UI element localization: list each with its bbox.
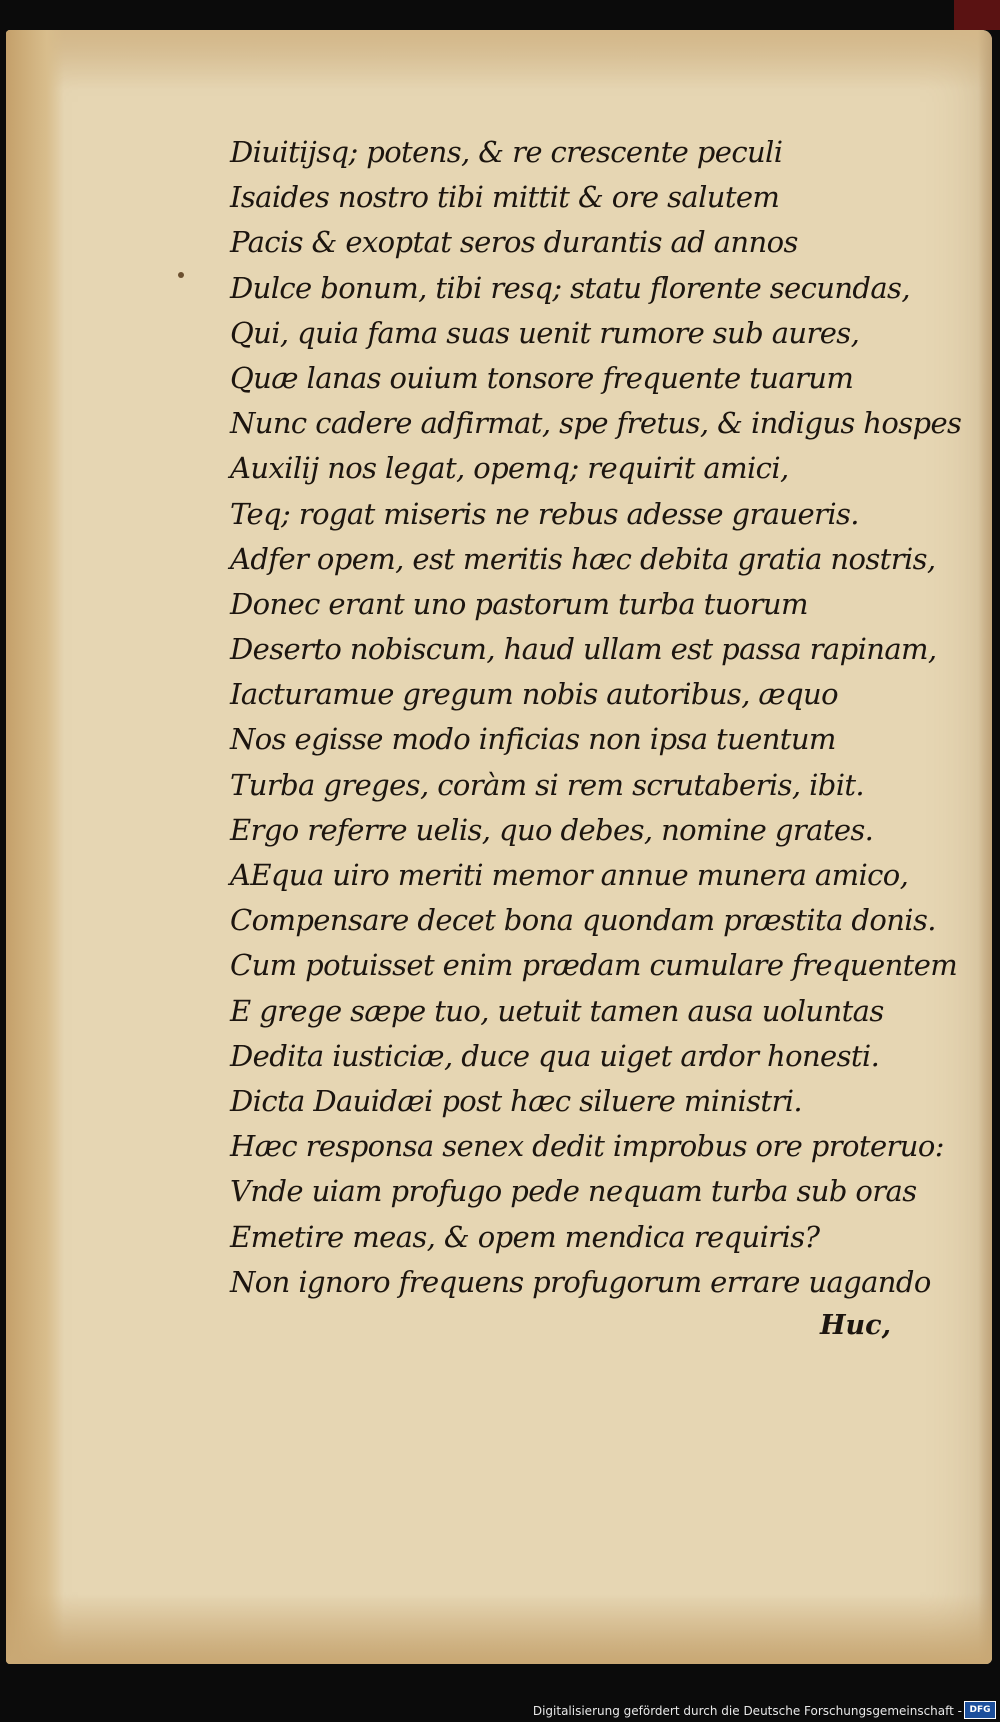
verse-line: Pacis & exoptat seros durantis ad annos bbox=[230, 225, 798, 260]
verse-line: Turba greges, coràm si rem scrutaberis, ibit. bbox=[230, 767, 865, 802]
verse-line: Quæ lanas ouium tonsore frequente tuarum bbox=[230, 360, 854, 395]
verse-line: Nunc cadere adfirmat, spe fretus, & indigus hospes bbox=[230, 406, 962, 441]
verse-line: Iacturamue gregum nobis autoribus, æquo bbox=[230, 677, 838, 712]
verse-line: E grege sæpe tuo, uetuit tamen ausa uoluntas bbox=[230, 993, 884, 1028]
dfg-logo: DFG bbox=[964, 1701, 996, 1719]
top-stain bbox=[6, 30, 992, 90]
verse-line: Isaides nostro tibi mittit & ore salutem bbox=[230, 180, 780, 215]
verse-line: Dicta Dauidæi post hæc siluere ministri. bbox=[230, 1083, 803, 1118]
verse-line: Auxilij nos legat, opemq; requirit amici, bbox=[230, 451, 789, 486]
digitization-credit: Digitalisierung gefördert durch die Deutsche Forschungsgemeinschaft - bbox=[532, 1704, 962, 1718]
verse-line: Compensare decet bona quondam præstita donis. bbox=[230, 903, 936, 938]
verse-line: AEqua uiro meriti memor annue munera amico, bbox=[230, 858, 909, 892]
left-margin-stain bbox=[6, 30, 64, 1664]
verse-line: Dedita iusticiæ, duce qua uiget ardor honesti. bbox=[230, 1038, 880, 1073]
bottom-stain bbox=[6, 1594, 992, 1664]
verse-line: Non ignoro frequens profugorum errare uagando bbox=[230, 1264, 931, 1299]
verse-line: Dulce bonum, tibi resq; statu florente secundas, bbox=[230, 270, 910, 305]
verse-line: Adfer opem, est meritis hæc debita gratia nostris, bbox=[230, 541, 936, 576]
page-right-edge bbox=[978, 30, 992, 1664]
verse-text-block bbox=[230, 130, 962, 1305]
verse-line: Ergo referre uelis, quo debes, nomine grates. bbox=[230, 812, 874, 847]
verse-line: Emetire meas, & opem mendica requiris? bbox=[230, 1219, 820, 1254]
book-cover-corner bbox=[954, 0, 1000, 30]
margin-ink-dot bbox=[178, 272, 184, 278]
verse-line: Qui, quia fama suas uenit rumore sub aures, bbox=[230, 315, 860, 350]
catchword: Huc, bbox=[820, 1310, 891, 1341]
verse-line: Diuitijsq; potens, & re crescente peculi bbox=[230, 135, 783, 169]
verse-line: Cum potuisset enim prædam cumulare frequentem bbox=[230, 948, 958, 983]
verse-line: Donec erant uno pastorum turba tuorum bbox=[230, 586, 808, 621]
verse-line: Hæc responsa senex dedit improbus ore proteruo: bbox=[230, 1129, 944, 1164]
verse-line: Deserto nobiscum, haud ullam est passa rapinam, bbox=[230, 632, 937, 667]
footer-bar bbox=[0, 1664, 1000, 1722]
verse-line: Nos egisse modo inficias non ipsa tuentum bbox=[230, 722, 836, 757]
verse-line: Vnde uiam profugo pede nequam turba sub oras bbox=[230, 1174, 917, 1209]
verse-line: Teq; rogat miseris ne rebus adesse graueris. bbox=[230, 496, 859, 531]
